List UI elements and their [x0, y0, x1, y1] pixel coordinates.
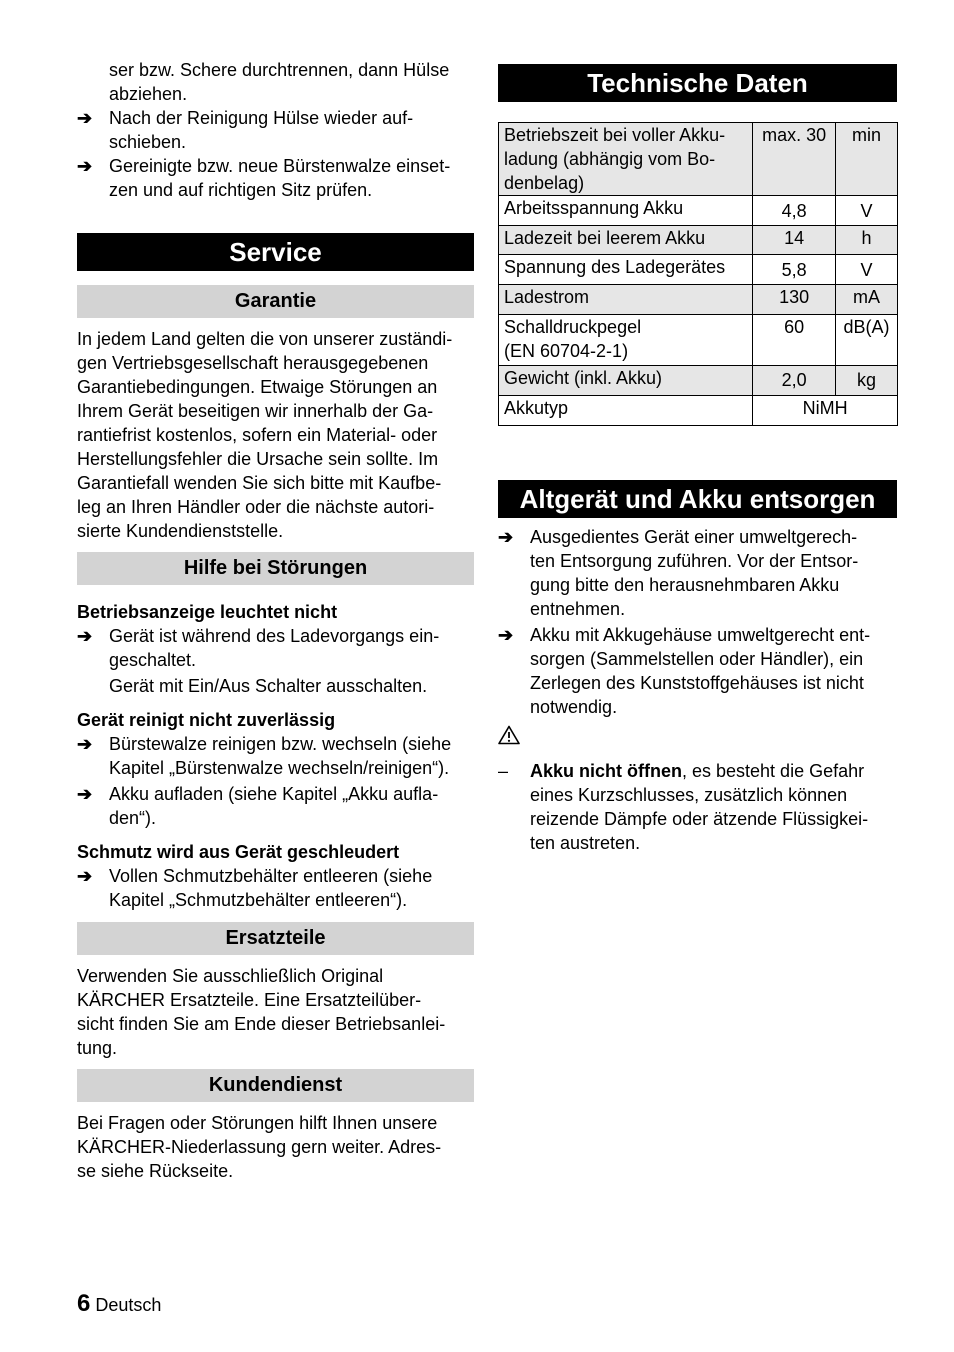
- spec-value: 130: [753, 285, 836, 315]
- spec-unit: mA: [836, 285, 898, 315]
- list-item: [77, 106, 474, 154]
- spec-value: 14: [753, 226, 836, 255]
- text-line: Verwenden Sie ausschließlich Original: [77, 966, 384, 986]
- text-line: leg an Ihren Händler oder die nächste autori-: [77, 497, 435, 517]
- spec-label: Gewicht (inkl. Akku): [499, 366, 753, 396]
- text-line: se siehe Rückseite.: [77, 1161, 234, 1181]
- table-row: [499, 396, 898, 426]
- list-item: [77, 732, 474, 780]
- list-item: [498, 525, 897, 621]
- section-title-service: Service: [77, 233, 474, 271]
- spec-value: 4,8: [753, 196, 836, 226]
- footer-language: Deutsch: [95, 1295, 162, 1315]
- text-line: In jedem Land gelten die von unserer zuständi-: [77, 329, 453, 349]
- garantie-text: [77, 327, 474, 543]
- text-line: notwendig.: [530, 697, 618, 717]
- text-line: Bei Fragen oder Störungen hilft Ihnen unsere: [77, 1113, 438, 1133]
- text-line: Akku mit Akkugehäuse umweltgerecht ent-: [530, 625, 871, 645]
- table-row: [499, 315, 898, 366]
- list-item: [77, 864, 474, 912]
- text-line: sierte Kundendienststelle.: [77, 521, 284, 541]
- text-line: Akku aufladen (siehe Kapitel „Akku aufla-: [109, 784, 439, 804]
- text-line: reizende Dämpfe oder ätzende Flüssigkei-: [530, 809, 869, 829]
- spec-unit: kg: [836, 366, 898, 396]
- warning-triangle-icon: [498, 725, 520, 745]
- left-column: [77, 58, 474, 1183]
- arrow-right-icon: ➔: [498, 625, 514, 645]
- problem-title: Betriebsanzeige leuchtet nicht: [77, 602, 338, 622]
- spec-value: 5,8: [753, 255, 836, 285]
- spec-unit: min: [836, 123, 898, 196]
- text-line: Herstellungsfehler die Ursache sein sollte. Im: [77, 449, 439, 469]
- text-line: ten austreten.: [530, 833, 641, 853]
- text-line: abziehen.: [109, 84, 188, 104]
- spec-label: Arbeitsspannung Akku: [499, 196, 753, 226]
- text-line: eines Kurzschlusses, zusätzlich können: [530, 785, 848, 805]
- intro-continuation: [77, 58, 474, 106]
- table-row: [499, 226, 898, 255]
- spec-label: Spannung des Ladegerätes: [499, 255, 753, 285]
- subsection-title-hilfe: Hilfe bei Störungen: [77, 552, 474, 585]
- spec-table: [498, 122, 898, 426]
- ersatzteile-text: [77, 964, 474, 1060]
- spec-value: max. 30: [753, 123, 836, 196]
- text-line: Ausgedientes Gerät einer umweltgerech-: [530, 527, 858, 547]
- text-line: Zerlegen des Kunststoffgehäuses ist nicht: [530, 673, 864, 693]
- text-line: KÄRCHER Ersatzteile. Eine Ersatzteilüber-: [77, 990, 422, 1010]
- text-line: Kapitel „Bürstenwalze wechseln/reinigen“).: [109, 758, 450, 778]
- warning-symbol-row: [498, 725, 897, 749]
- text-line: Gerät ist während des Ladevorgangs ein-: [109, 626, 440, 646]
- warning-item: [498, 759, 897, 855]
- table-row: [499, 285, 898, 315]
- text-line: Garantiebedingungen. Etwaige Störungen an: [77, 377, 438, 397]
- arrow-right-icon: ➔: [77, 108, 93, 128]
- table-row: [499, 123, 898, 196]
- dash-marker: –: [498, 761, 509, 781]
- list-item: [77, 782, 474, 830]
- text-line: Gereinigte bzw. neue Bürstenwalze einset-: [109, 156, 451, 176]
- problem-title: Schmutz wird aus Gerät geschleudert: [77, 842, 400, 862]
- text-line: Kapitel „Schmutzbehälter entleeren“).: [109, 890, 408, 910]
- text-line: zen und auf richtigen Sitz prüfen.: [109, 180, 373, 200]
- table-row: [499, 255, 898, 285]
- problem-title: Gerät reinigt nicht zuverlässig: [77, 710, 336, 730]
- spec-unit: V: [836, 255, 898, 285]
- problem-note: Gerät mit Ein/Aus Schalter ausschalten.: [109, 676, 428, 696]
- text-line: entnehmen.: [530, 599, 626, 619]
- spec-value: NiMH: [753, 396, 898, 426]
- arrow-right-icon: ➔: [77, 866, 93, 886]
- subsection-title-ersatzteile: Ersatzteile: [77, 922, 474, 955]
- arrow-right-icon: ➔: [498, 527, 514, 547]
- text-line: schieben.: [109, 132, 187, 152]
- text-line: tung.: [77, 1038, 118, 1058]
- section-title-entsorgung: Altgerät und Akku entsorgen: [498, 480, 897, 518]
- text-line: Akku nicht öffnen, es besteht die Gefahr: [530, 761, 865, 781]
- warning-bold: Akku nicht öffnen: [530, 761, 682, 781]
- text-line: rantiefrist kostenlos, sofern ein Material- oder: [77, 425, 438, 445]
- text-line: Ihrem Gerät beseitigen wir innerhalb der Ga-: [77, 401, 434, 421]
- spec-unit: dB(A): [836, 315, 898, 366]
- text-line: Vollen Schmutzbehälter entleeren (siehe: [109, 866, 433, 886]
- spec-label: Betriebszeit bei voller Akku- ladung (abhängig vom Bo- denbelag): [499, 123, 753, 196]
- text-line: Bürstewalze reinigen bzw. wechseln (siehe: [109, 734, 452, 754]
- arrow-right-icon: ➔: [77, 784, 93, 804]
- spec-unit: h: [836, 226, 898, 255]
- text-line: den“).: [109, 808, 157, 828]
- subsection-title-garantie: Garantie: [77, 285, 474, 318]
- page-number: 6: [77, 1290, 91, 1317]
- spec-label: Akkutyp: [499, 396, 753, 426]
- text-line: ser bzw. Schere durchtrennen, dann Hülse: [109, 60, 450, 80]
- table-row: [499, 366, 898, 396]
- list-item: [77, 624, 474, 672]
- text-line: Nach der Reinigung Hülse wieder auf-: [109, 108, 414, 128]
- arrow-right-icon: ➔: [77, 156, 93, 176]
- list-item: [498, 623, 897, 719]
- text-line: gung bitte den herausnehmbaren Akku: [530, 575, 840, 595]
- list-item: [77, 154, 474, 202]
- text-line: gen Vertriebsgesellschaft herausgegebenen: [77, 353, 429, 373]
- arrow-right-icon: ➔: [77, 734, 93, 754]
- page-footer: [77, 1292, 161, 1317]
- spec-label: Schalldruckpegel (EN 60704-2-1): [499, 315, 753, 366]
- spec-label: Ladezeit bei leerem Akku: [499, 226, 753, 255]
- text-line: KÄRCHER-Niederlassung gern weiter. Adres-: [77, 1137, 442, 1157]
- table-row: [499, 196, 898, 226]
- text-line: sorgen (Sammelstellen oder Händler), ein: [530, 649, 864, 669]
- spec-value: 2,0: [753, 366, 836, 396]
- spec-unit: V: [836, 196, 898, 226]
- spec-value: 60: [753, 315, 836, 366]
- text-line: sicht finden Sie am Ende dieser Betriebsanlei-: [77, 1014, 446, 1034]
- subsection-title-kundendienst: Kundendienst: [77, 1069, 474, 1102]
- arrow-right-icon: ➔: [77, 626, 93, 646]
- text-line: Garantiefall wenden Sie sich bitte mit Kaufbe-: [77, 473, 442, 493]
- spec-label: Ladestrom: [499, 285, 753, 315]
- text-line: ten Entsorgung zuführen. Vor der Entsor-: [530, 551, 859, 571]
- section-title-technische-daten: Technische Daten: [498, 64, 897, 102]
- kundendienst-text: [77, 1111, 474, 1183]
- right-column: [498, 64, 897, 855]
- text-line: geschaltet.: [109, 650, 197, 670]
